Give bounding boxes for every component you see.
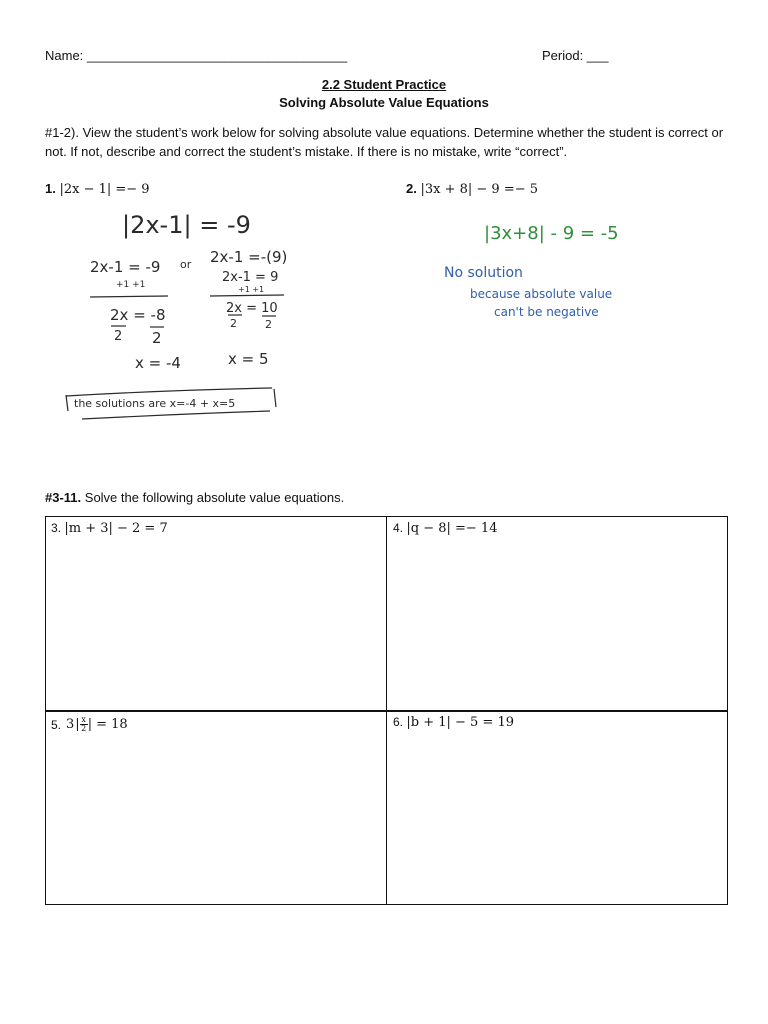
problem-2-equation: |3x + 8| − 9 =− 5 — [420, 182, 539, 197]
work1-right-div-a: 2 — [230, 317, 237, 330]
cell-6-number: 6. — [393, 715, 404, 729]
work1-right-add: +1 +1 — [238, 285, 265, 294]
grid-horizontal-divider — [45, 710, 728, 712]
cell-5[interactable]: 5. 3 | $\frac{x}{2}$ | = 18 — [51, 715, 128, 733]
part-2-label: #3-11. — [45, 490, 82, 505]
work1-right-eq1: 2x-1 =-(9) — [210, 248, 288, 266]
work1-line1: |2x-1| = -9 — [122, 211, 251, 239]
instructions: #1-2). View the student’s work below for solving absolute value equations. Determine whether the student is correct or not. If not, describe and correct the student’s mistake. If there is no mistake, write “correct”. — [45, 125, 724, 159]
work1-left-answer: x = -4 — [135, 354, 181, 372]
problem-1-equation: |2x − 1| =− 9 — [59, 182, 150, 197]
worksheet-subtitle: Solving Absolute Value Equations — [279, 95, 489, 110]
cell-6-equation: |b + 1| − 5 = 19 — [406, 715, 514, 730]
cell-3[interactable] — [51, 521, 168, 536]
cell-4-number: 4. — [393, 521, 404, 535]
work1-or: or — [180, 258, 192, 271]
work1-right-eq2: 2x-1 = 9 — [222, 270, 279, 285]
work1-summary: the solutions are x=-4 + x=5 — [74, 397, 236, 410]
work1-right-answer: x = 5 — [228, 350, 269, 368]
cell-5-frac-num: x — [81, 715, 86, 724]
cell-5-suffix: = 18 — [96, 717, 128, 732]
work2-line1: |3x+8| - 9 = -5 — [484, 223, 619, 244]
work1-right-div-b: 2 — [265, 318, 272, 331]
work1-left-result: 2x = -8 — [110, 306, 166, 324]
work1-left-add: +1 +1 — [116, 280, 146, 290]
work2-note3: can't be negative — [494, 305, 599, 319]
cell-6[interactable] — [393, 715, 514, 730]
work1-right-result: 2x = 10 — [226, 301, 278, 316]
cell-3-number: 3. — [51, 521, 62, 535]
work1-left-div-a: 2 — [114, 329, 123, 344]
cell-3-equation: |m + 3| − 2 = 7 — [64, 521, 168, 536]
problem-2-student-work — [0, 0, 768, 440]
worksheet-title: 2.2 Student Practice — [321, 77, 447, 92]
part-2-text: Solve the following absolute value equations. — [81, 490, 345, 505]
cell-4-equation: |q − 8| =− 14 — [406, 521, 498, 536]
problem-1-number: 1. — [45, 181, 56, 196]
period-field: Period: ___ — [542, 48, 609, 63]
work1-left-eq: 2x-1 = -9 — [90, 258, 161, 276]
cell-5-number: 5. — [51, 717, 62, 732]
cell-5-frac-den: 2 — [81, 724, 87, 733]
cell-5-fraction — [80, 716, 88, 733]
work2-note1: No solution — [444, 265, 523, 281]
work1-left-div-b: 2 — [152, 329, 162, 347]
name-label: Name: — [45, 48, 84, 63]
cell-4[interactable] — [393, 521, 497, 536]
work2-note2: because absolute value — [470, 287, 613, 301]
problem-2-number: 2. — [406, 181, 417, 196]
name-blank: ____________________________________ — [86, 48, 348, 63]
part-2-heading — [45, 490, 344, 505]
cell-5-prefix: 3 — [66, 717, 75, 732]
